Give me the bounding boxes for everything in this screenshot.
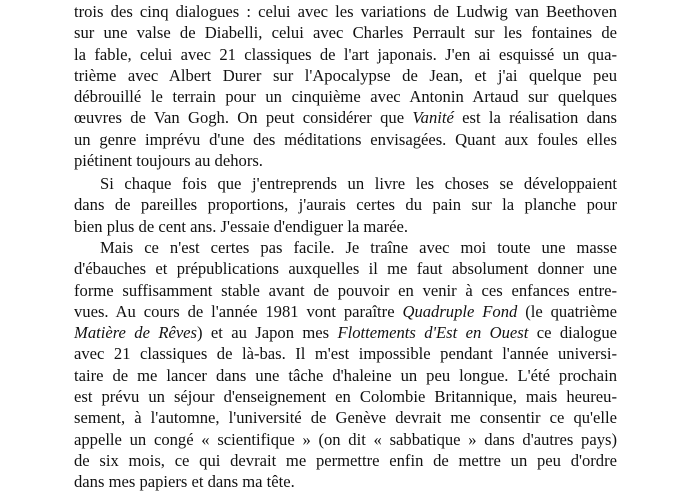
italic-title: Quadruple Fond bbox=[402, 301, 518, 321]
text-run: œuvres de Van Gogh. On peut considérer que bbox=[74, 108, 413, 128]
text-line bbox=[74, 107, 617, 128]
text-line bbox=[74, 194, 617, 215]
text-run: dans de pareilles proportions, j'aurais certes du pain sur la planche pour bbox=[74, 195, 617, 215]
text-line bbox=[74, 407, 617, 428]
text-run: Si chaque fois que j'entreprends un livre les choses se développaient bbox=[100, 174, 617, 193]
text-line bbox=[74, 471, 617, 492]
text-run: vues. Au cours de l'année 1981 vont paraître bbox=[74, 301, 403, 321]
text-run: ) et au Japon mes bbox=[197, 323, 338, 343]
text-run: trois des cinq dialogues : celui avec les variations de Ludwig van Beethoven bbox=[74, 2, 617, 21]
text-run: dans mes papiers et dans ma tête. bbox=[74, 472, 295, 492]
text-run: (le quatrième bbox=[517, 301, 617, 321]
text-line bbox=[74, 343, 617, 364]
text-line bbox=[74, 22, 617, 43]
paragraph-1 bbox=[74, 1, 617, 171]
paragraph-3 bbox=[74, 237, 617, 493]
text-line bbox=[74, 65, 617, 86]
text-line bbox=[74, 216, 617, 237]
text-run: débrouillé le terrain pour un cinquième avec Antonin Artaud sur quelques bbox=[74, 87, 617, 107]
text-line bbox=[74, 150, 617, 171]
italic-title: Matière de Rêves bbox=[74, 323, 198, 343]
text-run: est la réalisation dans bbox=[453, 108, 617, 128]
text-line bbox=[74, 429, 617, 450]
text-line bbox=[74, 365, 617, 386]
text-run: sement, à l'automne, l'université de Genève devrait me consentir ce qu'elle bbox=[74, 408, 617, 428]
text-run: ce dialogue bbox=[528, 323, 617, 343]
text-run: est prévu un séjour d'enseignement en Colombie Britannique, mais heureu- bbox=[74, 387, 617, 407]
text-line bbox=[74, 44, 617, 65]
text-line bbox=[74, 386, 617, 407]
italic-title: Vanité bbox=[412, 108, 454, 128]
text-line bbox=[74, 280, 617, 301]
text-run: de six mois, ce qui devrait me permettre enfin de mettre un peu d'ordre bbox=[74, 450, 617, 470]
text-run: taire de me lancer dans une tâche d'haleine un peu longue. L'été prochain bbox=[74, 365, 617, 385]
italic-title: Flottements d'Est en Ouest bbox=[337, 323, 529, 343]
text-run: piétinent toujours au dehors. bbox=[74, 151, 263, 171]
text-run: forme suffisamment stable avant de pouvoir en venir à ces enfances entre- bbox=[74, 280, 617, 300]
text-line bbox=[74, 1, 617, 22]
text-line bbox=[74, 173, 617, 194]
text-run: bien plus de cent ans. J'essaie d'endiguer la marée. bbox=[74, 216, 409, 236]
text-line bbox=[74, 129, 617, 150]
text-run: sur une valse de Diabelli, celui avec Charles Perrault sur les fontaines de bbox=[74, 23, 617, 43]
text-line bbox=[74, 237, 617, 258]
text-line bbox=[74, 258, 617, 279]
text-line bbox=[74, 322, 617, 343]
text-run: d'ébauches et prépublications auxquelles il me faut absolument donner une bbox=[74, 259, 617, 279]
paragraph-2 bbox=[74, 173, 617, 237]
text-run: Mais ce n'est certes pas facile. Je traîne avec moi toute une masse bbox=[100, 238, 617, 257]
text-run: trième avec Albert Durer sur l'Apocalypse de Jean, et j'ai quelque peu bbox=[74, 65, 617, 85]
text-line bbox=[74, 86, 617, 107]
text-run: appelle un congé « scientifique » (on dit « sabbatique » dans d'autres pays) bbox=[74, 429, 617, 449]
text-run: la fable, celui avec 21 classiques de l'art japonais. J'en ai esquissé un qua- bbox=[74, 44, 617, 64]
text-line bbox=[74, 301, 617, 322]
text-run: un genre imprévu d'une des méditations envisagées. Quant aux foules elles bbox=[74, 129, 617, 149]
text-line bbox=[74, 450, 617, 471]
text-run: avec 21 classiques de là-bas. Il m'est impossible pendant l'année universi- bbox=[74, 344, 617, 364]
